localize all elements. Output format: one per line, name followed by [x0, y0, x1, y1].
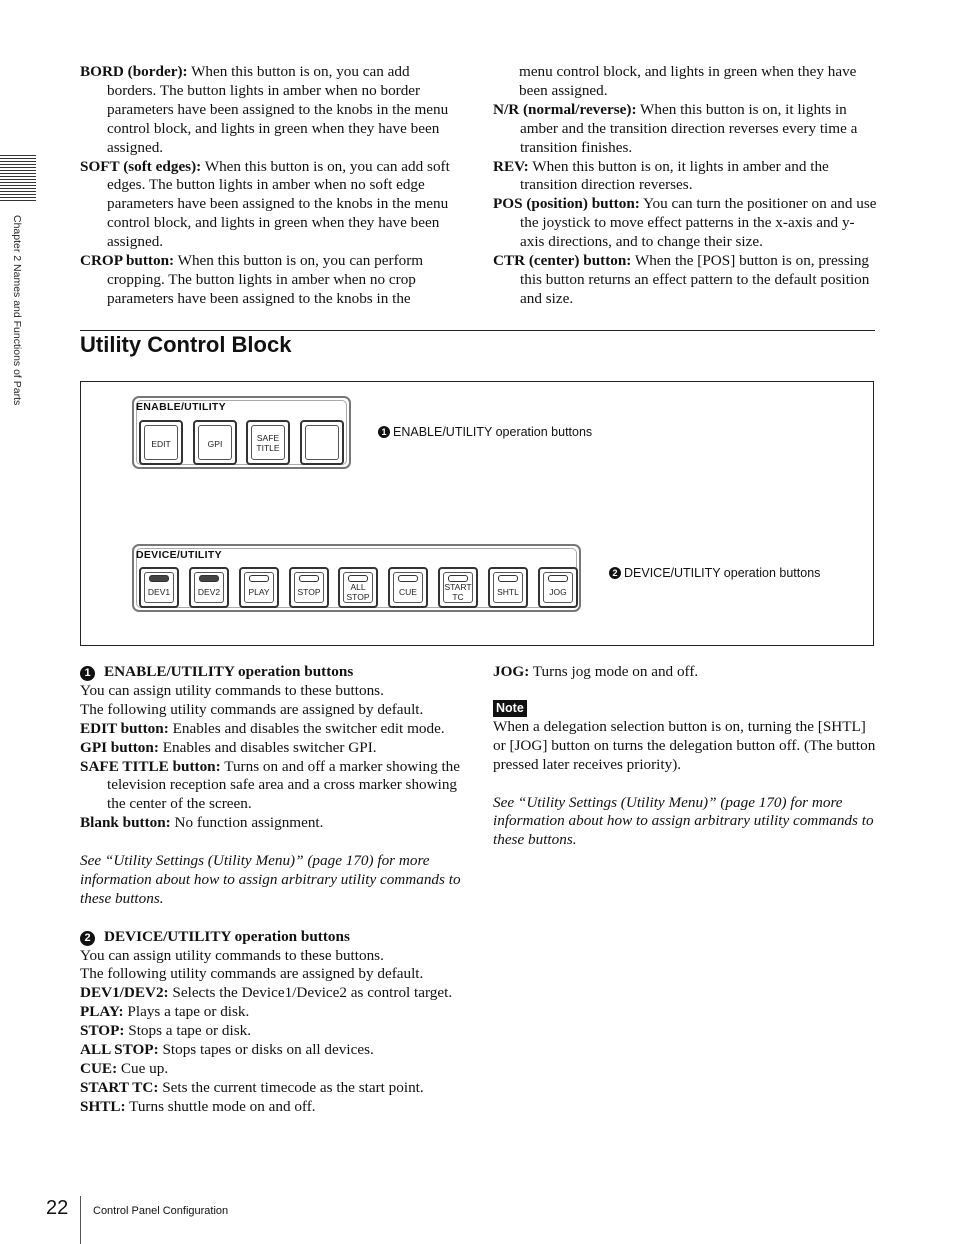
device-panel-label: DEVICE/UTILITY: [136, 549, 222, 561]
note-see-reference: See “Utility Settings (Utility Menu)” (page 170) for more information about how to assign arbitrary utility commands to these buttons.: [493, 793, 874, 849]
shtl-key[interactable]: SHTL: [488, 567, 528, 608]
definition-blank: Blank button: No function assignment.: [80, 814, 324, 832]
note-text: When a delegation selection button is on, turning the [SHTL] or [JOG] button on turns the delegation button off. (The button pressed later receives priority).: [493, 717, 876, 773]
chapter-label: Chapter 2 Names and Functions of Parts: [11, 215, 23, 406]
start-tc-key[interactable]: START TC: [438, 567, 478, 608]
crop-continuation: menu control block, and lights in green when they have been assigned.: [519, 63, 857, 99]
sec2-intro2: The following utility commands are assigned by default.: [80, 965, 424, 983]
utility-block-figure: [80, 381, 874, 646]
callout-number-1: 1: [378, 426, 390, 438]
top-right-column: [493, 63, 877, 309]
definition-all-stop: ALL STOP: Stops tapes or disks on all devices.: [80, 1041, 374, 1059]
sec1-number: 1: [80, 666, 95, 681]
definition-bord: BORD (border): When this button is on, you can add borders. The button lights in amber when no border parameters have been assigned to the knobs in the menu control block, and lights in green when they have been assigned.: [80, 63, 449, 156]
enable-callout: 1 ENABLE/UTILITY operation buttons: [378, 425, 592, 439]
definition-stop: STOP: Stops a tape or disk.: [80, 1022, 252, 1040]
safe-title-key[interactable]: SAFE TITLE: [246, 420, 290, 465]
device-utility-panel: [132, 544, 581, 612]
definition-jog: JOG: Turns jog mode on and off.: [493, 663, 699, 680]
section-rule: [80, 330, 875, 331]
definition-nr: N/R (normal/reverse): When this button is on, it lights in amber and the transition direction reverses every time a transition finishes.: [493, 100, 858, 156]
definition-dev: DEV1/DEV2: Selects the Device1/Device2 as control target.: [80, 984, 453, 1002]
sec1-intro2: The following utility commands are assigned by default.: [80, 700, 424, 718]
definition-pos: POS (position) button: You can turn the positioner on and use the joystick to move effect patterns in the x-axis and y-axis directions, and to change their size.: [493, 195, 877, 251]
enable-panel-label: ENABLE/UTILITY: [136, 401, 226, 413]
definition-start-tc: START TC: Sets the current timecode as the start point.: [80, 1078, 424, 1096]
definition-safe-title: SAFE TITLE button: Turns on and off a marker showing the television reception safe area and a cross marker showing the center of the screen.: [80, 757, 461, 813]
jog-key[interactable]: JOG: [538, 567, 578, 608]
blank-key[interactable]: [300, 420, 344, 465]
dev2-key[interactable]: DEV2: [189, 567, 229, 608]
definition-soft: SOFT (soft edges): When this button is on, you can add soft edges. The button lights in amber when no soft edge parameters have been assigned to the knobs in the menu control block, and lights in green when they have been assigned.: [80, 157, 450, 251]
sec2-number: 2: [80, 931, 95, 946]
section-title: Utility Control Block: [80, 332, 292, 357]
edit-key[interactable]: EDIT: [139, 420, 183, 465]
sec1-intro1: You can assign utility commands to these buttons.: [80, 681, 384, 699]
definition-gpi: GPI button: Enables and disables switcher GPI.: [80, 738, 377, 756]
chapter-tab-marker: [0, 155, 36, 201]
note-heading: [493, 698, 877, 718]
definition-ctr: CTR (center) button: When the [POS] button is on, pressing this button returns an effect pattern to the default position and size.: [493, 252, 870, 307]
lower-left-column: [80, 663, 465, 1117]
definition-shtl: SHTL: Turns shuttle mode on and off.: [80, 1097, 316, 1115]
footer-title: Control Panel Configuration: [93, 1205, 229, 1217]
definition-rev: REV: When this button is on, it lights in amber and the transition direction reverses.: [493, 157, 829, 194]
definition-play: PLAY: Plays a tape or disk.: [80, 1003, 250, 1021]
gpi-key[interactable]: GPI: [193, 420, 237, 465]
cue-key[interactable]: CUE: [388, 567, 428, 608]
device-callout: 2 DEVICE/UTILITY operation buttons: [609, 566, 820, 580]
sec2-heading: 2 DEVICE/UTILITY operation buttons: [80, 928, 465, 947]
footer-divider: [80, 1196, 81, 1244]
definition-crop: CROP button: When this button is on, you can perform cropping. The button lights in amber when no crop parameters have been assigned to the knobs in the: [80, 252, 424, 307]
all-stop-key[interactable]: ALL STOP: [338, 567, 378, 608]
definition-cue: CUE: Cue up.: [80, 1060, 169, 1077]
note-label: Note: [493, 700, 527, 717]
sec2-intro1: You can assign utility commands to these buttons.: [80, 946, 384, 964]
play-key[interactable]: PLAY: [239, 567, 279, 608]
stop-key[interactable]: STOP: [289, 567, 329, 608]
enable-utility-panel: [132, 396, 351, 469]
callout-number-2: 2: [609, 567, 621, 579]
definition-edit: EDIT button: Enables and disables the switcher edit mode.: [80, 719, 445, 737]
lower-right-column: [493, 663, 877, 850]
sec1-see-reference: See “Utility Settings (Utility Menu)” (page 170) for more information about how to assign arbitrary utility commands to these buttons.: [80, 852, 461, 907]
top-left-column: [80, 63, 461, 309]
page-number: 22: [46, 1197, 69, 1219]
sec1-heading: 1 ENABLE/UTILITY operation buttons: [80, 663, 465, 682]
dev1-key[interactable]: DEV1: [139, 567, 179, 608]
